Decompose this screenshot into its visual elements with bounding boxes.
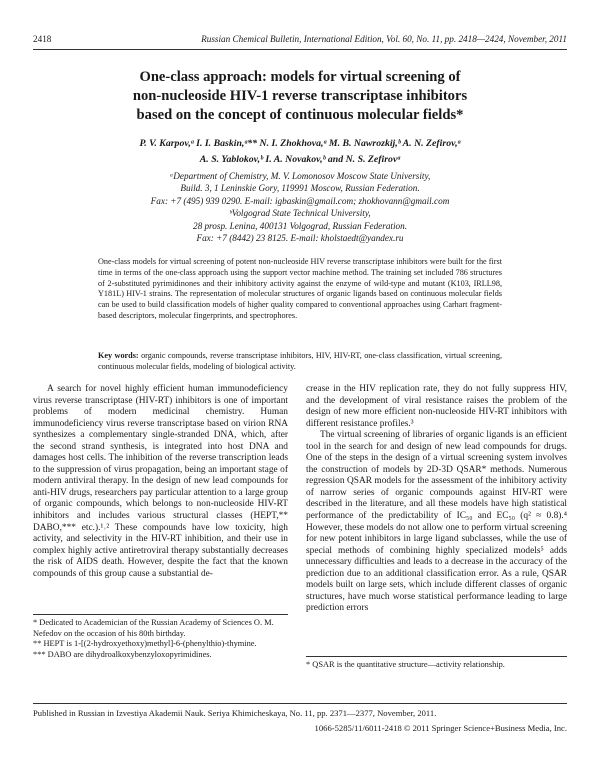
footer-rule xyxy=(33,703,567,704)
footnote: * Dedicated to Academician of the Russian Academy of Sciences O. M. Nefedov on the occasion of his 80th birthday. xyxy=(33,618,274,638)
affiliation-line: 28 prosp. Lenina, 400131 Volgograd, Russian Federation. xyxy=(192,220,408,231)
footnote-rule xyxy=(33,614,288,615)
footnote: *** DABO are dihydroalkoxybenzyloxopyrimidines. xyxy=(33,649,212,659)
copyright-line: 1066-5285/11/6011-2418 © 2011 Springer Science+Business Media, Inc. xyxy=(314,723,567,733)
body-paragraph: A search for novel highly efficient human immunodeficiency virus reverse transcriptase (HIV-RT) inhibitors is one of important problems of modern medicinal chemistry. Human immunodeficiency virus reverse transcriptase based on virion RNA synthesizes a complementary single-stranded DNA, which, after the second strand synthesis, is integrated into host DNA and damages host cells. The inhibition of the reverse transcription leads to the suppression of virus propagation, being an important stage of modern antiviral therapy. In the design of new lead compounds for anti-HIV drugs, researchers pay particular attention to a large group of organic compounds, which belongs to non-nucleoside HIV-RT inhibitors and includes various structural classes (HEPT,** DABO,*** etc.).¹˒² These compounds have low toxicity, high activity, and selectivity in the HIV-RT inhibition, and their use in complex highly active antiretroviral therapy substantially decreases the risk of AIDS death. However, despite the fact that the known compounds of this group cause a substantial de- xyxy=(33,384,288,579)
title-line: based on the concept of continuous molecular fields* xyxy=(136,107,464,123)
affiliation-line: Fax: +7 (8442) 23 8125. E-mail: kholstaedt@yandex.ru xyxy=(196,233,404,244)
paper-title xyxy=(60,68,540,125)
keywords-text: organic compounds, reverse transcriptase inhibitors, HIV, HIV-RT, one-class classification, virtual screening, continuous molecular fields, modeling of biological activity. xyxy=(98,351,503,371)
footnote: ** HEPT is 1-[(2-hydroxyethoxy)methyl]-6-(phenylthio)-thymine. xyxy=(33,639,257,649)
published-in-note: Published in Russian in Izvestiya Akademii Nauk. Seriya Khimicheskaya, No. 11, pp. 2371—2377, November, 2011. xyxy=(33,708,437,718)
footnote-right: * QSAR is the quantitative structure—activity relationship. xyxy=(306,660,505,669)
affiliations xyxy=(60,170,540,244)
affiliation-line: Build. 3, 1 Leninskie Gory, 119991 Moscow, Russian Federation. xyxy=(180,183,420,194)
author-list xyxy=(60,136,540,168)
header-rule xyxy=(33,49,567,50)
author-line: A. S. Yablokov,ᵇ I. A. Novakov,ᵇ and N. S. Zefirovᵃ xyxy=(199,154,401,165)
body-column-left xyxy=(33,384,288,580)
body-paragraph: The virtual screening of libraries of organic ligands is an efficient tool in the search for and design of new lead compounds for drugs. One of the steps in the design of a virtual screening system involves the construction of models by 2D-3D QSAR* methods. Numerous regression QSAR models for the assessment of the inhibitory activity of narrow series of organic compounds against HIV-RT were described in the literature, and all these models have high statistical performance of the predictability of IC₅₀ and EC₅₀ (q² ≈ 0.8).⁴ However, these models do not allow one to perform virtual screening for new potent inhibitors in large ligand subclasses, while the use of special methods of combining highly specialized models⁵ adds unnecessary difficulties and leads to a decrease in the accuracy of the prediction due to an additional classification error. As a rule, QSAR models built on large sets, which include different classes of organic structures, have much worse statistical performance leading to large prediction errors xyxy=(306,430,567,614)
author-line: P. V. Karpov,ᵃ I. I. Baskin,ᵃ** N. I. Zhokhova,ᵃ M. B. Nawrozkij,ᵇ A. N. Zefirov,ᵃ xyxy=(139,138,461,149)
footnotes-left xyxy=(33,618,288,660)
abstract: One-class models for virtual screening of potent non-nucleoside HIV reverse transcriptase inhibitors were built for the first time in terms of the one-class approach using the support vector machine method. The training set included 786 structures of 2-substituted pyrimidinones and their inhibitory activity against the enzyme of wild-type and mutant (K103, IRLL98, Y181L) HIV-1 strains. The representation of molecular structures of organic ligands based on continuous molecular fields can be used to build classification models of higher quality compared to conventional approaches using Carhart fragment-based descriptors, molecular fingerprints, and spectrophores. xyxy=(98,257,502,320)
running-header xyxy=(33,34,567,48)
body-paragraph: crease in the HIV replication rate, they do not fully suppress HIV, and the development of viral resistance raises the problem of the design of new more efficient non-nucleoside HIV-RT inhibitors with different resistance profiles.³ xyxy=(306,384,567,429)
page-number: 2418 xyxy=(33,34,52,44)
body-column-right xyxy=(306,384,567,615)
affiliation-line: ᵃDepartment of Chemistry, M. V. Lomonosov Moscow State University, xyxy=(169,171,431,181)
keywords-label: Key words: xyxy=(98,351,139,360)
title-line: One-class approach: models for virtual screening of xyxy=(139,69,461,85)
affiliation-line: ᵇVolgograd State Technical University, xyxy=(229,208,371,219)
footnote-rule xyxy=(306,656,567,657)
keywords xyxy=(98,351,502,373)
title-line: non-nucleoside HIV-1 reverse transcriptase inhibitors xyxy=(132,88,468,104)
affiliation-line: Fax: +7 (495) 939 0290. E-mail: igbaskin@gmail.com; zhokhovann@gmail.com xyxy=(150,195,450,206)
journal-citation: Russian Chemical Bulletin, International Edition, Vol. 60, No. 11, pp. 2418—2424, November, 2011 xyxy=(201,34,567,44)
